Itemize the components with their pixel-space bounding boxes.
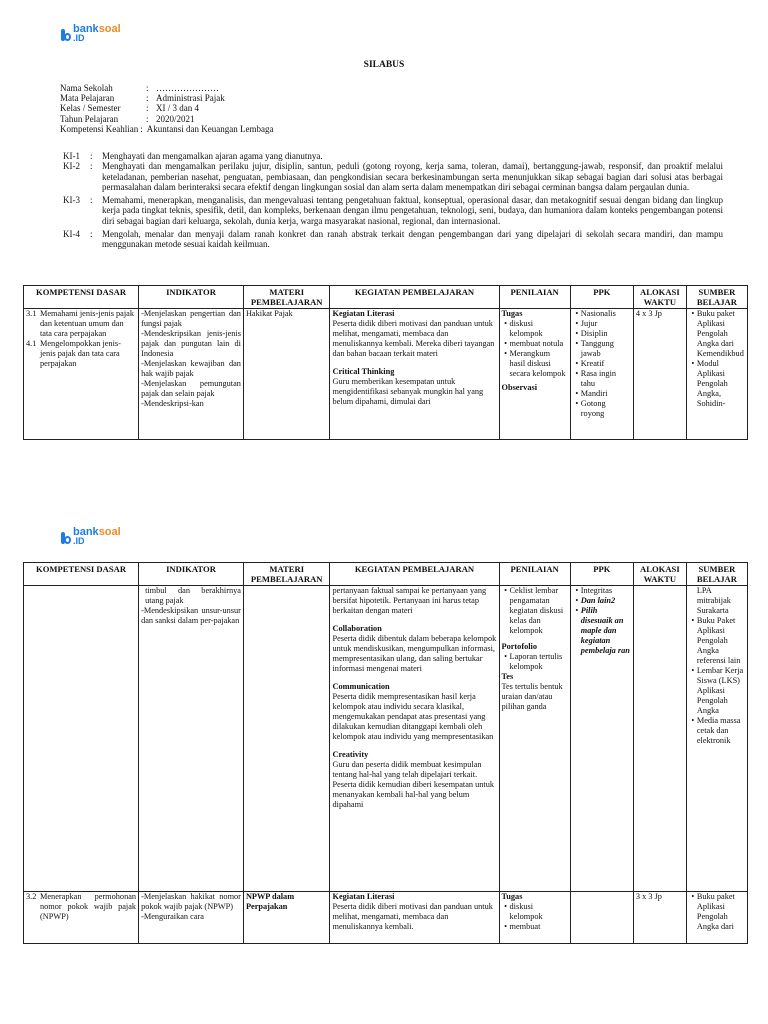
sumber-text: LPA mitrabijak Surakarta (696, 586, 731, 615)
ki-label: KI-4 (63, 229, 80, 240)
list-item: • Lembar Kerja Siswa (LKS) Aplikasi Pengolah Angka (691, 666, 744, 715)
list-item: • Media massa cetak dan elektronik (689, 716, 745, 746)
penilaian-item: membuat notula (509, 339, 564, 348)
list-item: • Modul Aplikasi Pengolah Angka, Sohidin- (689, 359, 745, 409)
list-item: • diskusi kelompok (502, 319, 568, 339)
ppk-item: Nasionalis (580, 309, 616, 318)
sumber-item: Buku paket Aplikasi Pengolah Angka dari Kemendikbud (696, 309, 744, 358)
cell-alokasi-waktu: 3 x 3 Jp (633, 892, 686, 944)
header-sumber-belajar: SUMBER BELAJAR (686, 286, 747, 309)
kegiatan-heading: Communication (332, 682, 390, 691)
ppk-item: Tanggung jawab (580, 339, 614, 358)
info-label: Mata Pelajaran (60, 93, 115, 104)
cell-penilaian (499, 892, 570, 944)
indikator-item: -Menjelaskan kewajiban dan hak wajib pajak (141, 359, 241, 378)
penilaian-heading: Tes (501, 672, 514, 681)
cell-ppk (570, 309, 633, 440)
logo-bank: bank (73, 526, 99, 538)
indikator-item: -Menjelaskan pemungutan pajak dan selain pajak (141, 379, 241, 398)
cell-ppk (570, 586, 633, 892)
cell-materi: NPWP dalam Perpajakan (243, 892, 330, 944)
cell-indikator (139, 892, 244, 944)
list-item: • Nasionalis (573, 309, 631, 319)
logo-bank: bank (73, 23, 99, 35)
list-item: • membuat (502, 922, 568, 932)
indikator-item: -Mendeskripsi-kan (141, 399, 204, 408)
info-value: Administrasi Pajak (156, 93, 225, 104)
bank-logo-icon (61, 530, 71, 544)
list-item: • Ceklist lembar pengamatan kegiatan diskusi kelas dan kelompok (502, 586, 568, 636)
penilaian-item: Ceklist lembar pengamatan kegiatan diskusi kelas dan kelompok (509, 586, 564, 635)
header-penilaian: PENILAIAN (499, 286, 570, 309)
cell-kegiatan (330, 586, 499, 892)
sumber-item: Media massa cetak dan elektronik (696, 716, 741, 745)
header-alokasi-waktu: ALOKASI WAKTU (633, 286, 686, 309)
kegiatan-heading: Kegiatan Literasi (332, 309, 395, 318)
list-item: • Pilih disesuaik an maple dan kegiatan pembelaja ran (575, 606, 630, 655)
kegiatan-text: Peserta didik mempresentasikan hasil kerja kelompok atau individu secara klasikal, mengemukakan pendapat atas presentasi yang dilakukan kemudian ditanggapi kembali oleh kelompok atau individu yang mempresentasikan (332, 692, 494, 741)
info-value: XI / 3 dan 4 (156, 103, 199, 114)
header-indikator: INDIKATOR (139, 563, 244, 586)
header-indikator: INDIKATOR (139, 286, 244, 309)
ppk-item: Pilih disesuaik an maple dan kegiatan pembelaja ran (580, 606, 630, 655)
header-ppk: PPK (570, 286, 633, 309)
info-value: Akuntansi dan Keuangan Lembaga (146, 123, 274, 134)
info-label: Tahun Pelajaran (60, 113, 119, 124)
info-label: Kompetensi Keahlian (60, 123, 139, 134)
sumber-item: Modul Aplikasi Pengolah Angka, Sohidin- (696, 359, 728, 408)
cell-kompetensi-dasar (24, 586, 139, 892)
kegiatan-text: Peserta didik dibentuk dalam beberapa kelompok untuk mendiskusikan, mengumpulkan informasi, mempresentasikan ulang, dan saling bertukar informasi mengenai materi (332, 634, 497, 673)
cell-kegiatan (330, 309, 499, 440)
cell-kompetensi-dasar (24, 892, 139, 944)
penilaian-text: Tes tertulis bentuk uraian dan/atau pilihan ganda (501, 682, 563, 711)
kegiatan-heading: Critical Thinking (332, 367, 395, 376)
logo-soal: soal (98, 526, 121, 538)
ki-text: Mengolah, menalar dan menyaji dalam ranah konkret dan ranah abstrak terkait dengan pengembangan dari yang dipelajari di sekolah secara mandiri, dan mampu menggunakan metode sesuai kaidah keilmuan. (102, 229, 723, 250)
indikator-item: timbul dan berakhirnya utang pajak (145, 586, 241, 605)
kd-number: 4.1 (26, 339, 37, 348)
logo-id: .ID (73, 536, 85, 546)
header-materi: MATERI PEMBELAJARAN (243, 286, 330, 309)
header-penilaian: PENILAIAN (499, 563, 570, 586)
header-kompetensi-dasar: KOMPETENSI DASAR (24, 563, 139, 586)
cell-sumber-belajar (686, 309, 747, 440)
ki-text: Menghayati dan mengamalkan perilaku jujur, disiplin, santun, peduli (gotong royong, kerja sama, toleran, damai), bertanggung-jawab, responsif, dan proaktif melalui keteladanan, pemberian nasehat, penguatan, pembiasaan, dan pengkondisian secara berkesinambungan serta menunjukkan sikap sebagai bagian dari solusi atas berbagai permasalahan dalam berinteraksi secara efektif dengan lingkungan sosial dan alam serta dalam menempatkan diri sebagai cerminan bangsa dalam pergaulan dunia. (102, 161, 723, 192)
header-alokasi-waktu: ALOKASI WAKTU (633, 563, 686, 586)
kegiatan-text: Guru memberikan kesempatan untuk mengidentifikasi sebanyak mungkin hal yang belum dipahami, dimulai dari (332, 377, 484, 406)
ki-colon: : (90, 161, 93, 172)
penilaian-heading: Observasi (501, 383, 538, 392)
header-ppk: PPK (570, 563, 633, 586)
silabus-table-1 (23, 285, 748, 440)
info-sep: : (146, 113, 149, 124)
cell-sumber-belajar (686, 892, 747, 944)
list-item: • Rasa ingin tahu (573, 369, 631, 389)
kegiatan-heading: Collaboration (332, 624, 382, 633)
penilaian-item: Merangkum hasil diskusi secara kelompok (509, 349, 566, 378)
list-item: • Buku paket Aplikasi Pengolah Angka dari Kemendikbud (691, 309, 744, 358)
ki-label: KI-3 (63, 195, 80, 206)
kd-text: Menerapkan permohonan nomor pokok wajib pajak (NPWP) (40, 892, 137, 921)
list-item: • membuat notula (502, 339, 568, 349)
cell-ppk (570, 892, 633, 944)
kegiatan-text: pertanyaan faktual sampai ke pertanyaan yang bersifat hipotetik. Pertanyaan ini harus tetap berkaitan dengan materi (332, 586, 487, 615)
sumber-item: Buku Paket Aplikasi Pengolah Angka referensi lain (696, 616, 741, 665)
penilaian-item: diskusi kelompok (509, 902, 543, 921)
penilaian-heading: Portofolio (501, 642, 537, 651)
penilaian-heading: Tugas (501, 309, 523, 318)
ppk-item: Integritas (580, 586, 613, 595)
cell-kompetensi-dasar (24, 309, 139, 440)
info-label: Kelas / Semester (60, 103, 121, 114)
header-kompetensi-dasar: KOMPETENSI DASAR (24, 286, 139, 309)
document-title: SILABUS (363, 60, 405, 70)
info-sep: : (146, 93, 149, 104)
cell-sumber-belajar (686, 586, 747, 892)
cell-penilaian (499, 586, 570, 892)
info-sep: : (146, 83, 149, 93)
list-item: • Tanggung jawab (573, 339, 631, 359)
list-item: • Buku paket Aplikasi Pengolah Angka dari (689, 892, 745, 932)
penilaian-item: Laporan tertulis kelompok (509, 652, 563, 671)
list-item: • diskusi kelompok (502, 902, 568, 922)
ppk-item: Disiplin (580, 329, 608, 338)
ppk-item: Gotong royong (580, 399, 606, 418)
indikator-item: -Menguraikan cara (141, 912, 204, 921)
silabus-table-2 (23, 562, 748, 944)
kegiatan-text: Peserta didik kemudian diberi kesempatan untuk menanyakan kembali hal-hal yang belum dipahami (332, 780, 495, 809)
logo-id: .ID (73, 33, 85, 43)
kegiatan-text: Guru dan peserta didik membuat kesimpulan tentang hal-hal yang telah dipelajari terkait. (332, 760, 482, 779)
ki-colon: : (90, 151, 93, 161)
header-kegiatan: KEGIATAN PEMBELAJARAN (330, 286, 499, 309)
kegiatan-text: Peserta didik diberi motivasi dan panduan untuk melihat, mengamati, membaca dan menuliskannya kembali. (332, 902, 493, 931)
list-item: • Disiplin (573, 329, 631, 339)
ki-colon: : (90, 195, 93, 206)
header-materi: MATERI PEMBELAJARAN (243, 563, 330, 586)
indikator-item: -Mendeskripsikan jenis-jenis pajak dan pungutan lain di Indonesia (141, 329, 241, 358)
ppk-item: Dan lain2 (580, 596, 616, 605)
info-value: 2020/2021 (156, 113, 195, 124)
header-kegiatan: KEGIATAN PEMBELAJARAN (330, 563, 499, 586)
list-item: • Merangkum hasil diskusi secara kelompok (502, 349, 568, 379)
ppk-item: Rasa ingin tahu (580, 369, 617, 388)
list-item: • Gotong royong (573, 399, 631, 419)
cell-penilaian (499, 309, 570, 440)
info-label: Nama Sekolah (60, 83, 113, 93)
brand-logo (61, 25, 121, 43)
list-item: • Dan lain2 (573, 596, 631, 606)
cell-indikator (139, 586, 244, 892)
kegiatan-heading: Creativity (332, 750, 369, 759)
header-sumber-belajar: SUMBER BELAJAR (686, 563, 747, 586)
kegiatan-heading: Kegiatan Literasi (332, 892, 395, 901)
ppk-item: Mandiri (580, 389, 608, 398)
indikator-item: -Menjelaskan hakikat nomor pokok wajib pajak (NPWP) (141, 892, 241, 911)
list-item: • Integritas (573, 586, 631, 596)
kd-number: 3.2 (26, 892, 37, 901)
ki-colon: : (90, 229, 93, 240)
sumber-item: Buku paket Aplikasi Pengolah Angka dari (696, 892, 735, 931)
list-item: • Jujur (573, 319, 631, 329)
info-sep: : (146, 103, 149, 114)
brand-logo (61, 528, 121, 546)
kd-number: 3.1 (26, 309, 37, 318)
kompetensi-inti (63, 151, 723, 250)
list-item: • Laporan tertulis kelompok (502, 652, 568, 672)
ki-text: Memahami, menerapkan, menganalisis, dan mengevaluasi tentang pengetahuan faktual, konseptual, operasional dasar, dan metakognitif sesuai dengan bidang dan lingkup kerja pada tingkat teknis, spesifik, detil, dan kompleks, berkenaan dengan ilmu pengetahuan, teknologi, seni, budaya, dan humaniora dalam konteks pengembangan potensi diri sebagai bagian dari keluarga, sekolah, dunia kerja, warga masyarakat nasional, regional, dan internasional. (102, 195, 723, 226)
sumber-item: Lembar Kerja Siswa (LKS) Aplikasi Pengolah Angka (696, 666, 744, 715)
ppk-item: Jujur (580, 319, 598, 328)
cell-indikator (139, 309, 244, 440)
info-sep: : (140, 123, 143, 134)
cell-alokasi-waktu: 4 x 3 Jp (633, 309, 686, 440)
indikator-item: -Mendeskipsikan unsur-unsur dan sanksi dalam per-pajakan (141, 606, 241, 625)
indikator-item: -Menjelaskan pengertian dan fungsi pajak (141, 309, 241, 328)
penilaian-item: diskusi kelompok (509, 319, 543, 338)
ki-text: Menghayati dan mengamalkan ajaran agama yang dianutnya. (102, 151, 323, 161)
list-item: • Kreatif (573, 359, 631, 369)
logo-soal: soal (98, 23, 121, 35)
info-value: ………………… (156, 83, 219, 93)
cell-kegiatan (330, 892, 499, 944)
kd-text: Mengelompokkan jenis-jenis pajak dan tata cara perpajakan (40, 339, 121, 368)
penilaian-item: membuat (509, 922, 541, 931)
ki-label: KI-2 (63, 161, 80, 172)
list-item: • Buku Paket Aplikasi Pengolah Angka referensi lain (689, 616, 745, 666)
list-item: • Mandiri (573, 389, 631, 399)
ppk-item: Kreatif (580, 359, 605, 368)
cell-materi: Hakikat Pajak (243, 309, 330, 440)
bank-logo-icon (61, 27, 71, 41)
penilaian-heading: Tugas (501, 892, 523, 901)
cell-alokasi-waktu (633, 586, 686, 892)
ki-label: KI-1 (63, 151, 80, 161)
kd-text: Memahami jenis-jenis pajak dan ketentuan umum dan tata cara perpajakan (40, 309, 135, 338)
kegiatan-text: Peserta didik diberi motivasi dan panduan untuk melihat, mengamati, membaca dan menuliskannya kembali. Mereka diberi tayangan dan bahan bacaan terkait materi (332, 319, 495, 358)
cell-materi (243, 586, 330, 892)
info-block (60, 83, 273, 134)
